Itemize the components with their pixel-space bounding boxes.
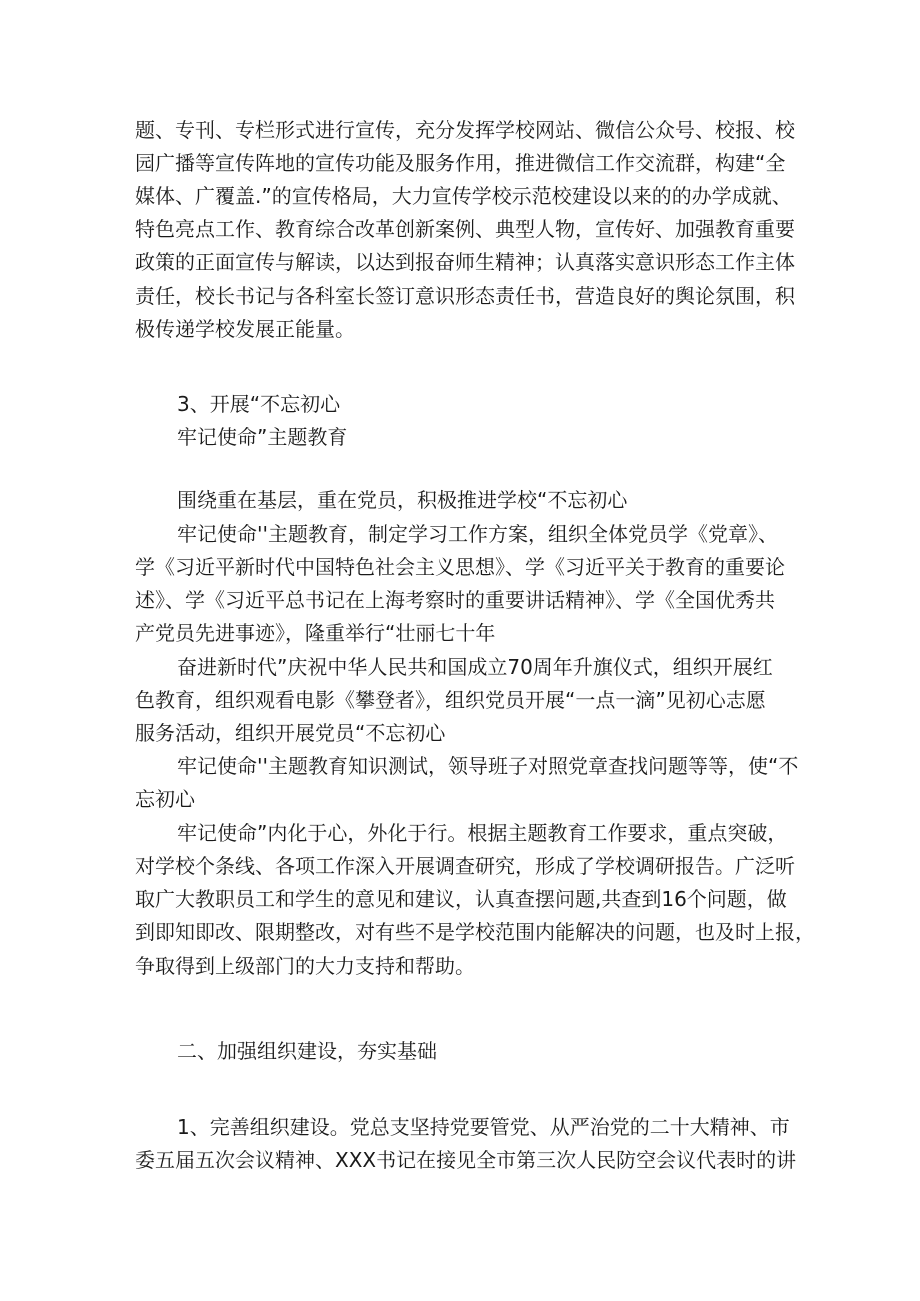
text-line: 围绕重在基层，重在党员，积极推进学校“不忘初心 (177, 488, 628, 512)
text-line: 对学校个条线、各项工作深入开展调查研究，形成了学校调研报告。广泛听 (135, 854, 795, 878)
text-line: 服务活动，组织开展党员“不忘初心 (135, 721, 446, 745)
text-line: 牢记使命''主题教育知识测试，领导班子对照党章查找问题等等，使“不 (177, 754, 799, 778)
text-line: 责任，校长书记与各科室长签订意识形态责任书，营造良好的舆论氛围，积 (135, 284, 795, 308)
text-line: 委五届五次会议精神、XXX书记在接见全市第三次人民防空会议代表时的讲 (135, 1148, 797, 1172)
text-line: 产党员先进事迹》，隆重举行“壮丽七十年 (135, 621, 496, 645)
text-line: 到即知即改、限期整改，对有些不是学校范围内能解决的问题，也及时上报， (135, 920, 815, 944)
text-line: 1、完善组织建设。党总支坚持党要管党、从严治党的二十大精神、市 (177, 1115, 790, 1139)
text-line: 政策的正面宣传与解读，以达到报奋师生精神；认真落实意识形态工作主体 (135, 250, 795, 274)
text-line: 特色亮点工作、教育综合改革创新案例、典型人物，宣传好、加强教育重要 (135, 217, 795, 241)
text-line: 媒体、广覆盖.”的宣传格局，大力宣传学校示范校建设以来的的办学成就、 (135, 184, 792, 208)
section-heading: 牢记使命”主题教育 (177, 425, 348, 449)
text-line: 极传递学校发展正能量。 (135, 317, 355, 341)
text-line: 色教育，组织观看电影《攀登者》，组织党员开展“一点一滴”见初心志愿 (135, 688, 766, 712)
text-line: 园广播等宣传阵地的宣传功能及服务作用，推进微信工作交流群，构建“全 (135, 151, 786, 175)
text-line: 牢记使命”内化于心，外化于行。根据主题教育工作要求，重点突破， (177, 821, 788, 845)
text-line: 奋进新时代”庆祝中华人民共和国成立70周年升旗仪式，组织开展红 (177, 655, 773, 679)
text-line: 学《习近平新时代中国特色社会主义思想》、学《习近平关于教育的重要论 (135, 555, 785, 579)
text-line: 争取得到上级部门的大力支持和帮助。 (135, 954, 475, 978)
text-line: 取广大教职员工和学生的意见和建议，认真查摆问题,共查到16个问题，做 (135, 887, 787, 911)
text-line: 牢记使命''主题教育，制定学习工作方案，组织全体党员学《党章》、 (177, 522, 778, 546)
section-heading: 二、加强组织建设，夯实基础 (177, 1039, 437, 1063)
text-line: 忘初心 (135, 787, 195, 811)
text-line: 述》、学《习近平总书记在上海考察时的重要讲话精神》、学《全国优秀共 (135, 588, 775, 612)
text-line: 题、专刊、专栏形式进行宣传，充分发挥学校网站、微信公众号、校报、校 (135, 118, 795, 142)
section-heading: 3、开展“不忘初心 (177, 392, 341, 416)
